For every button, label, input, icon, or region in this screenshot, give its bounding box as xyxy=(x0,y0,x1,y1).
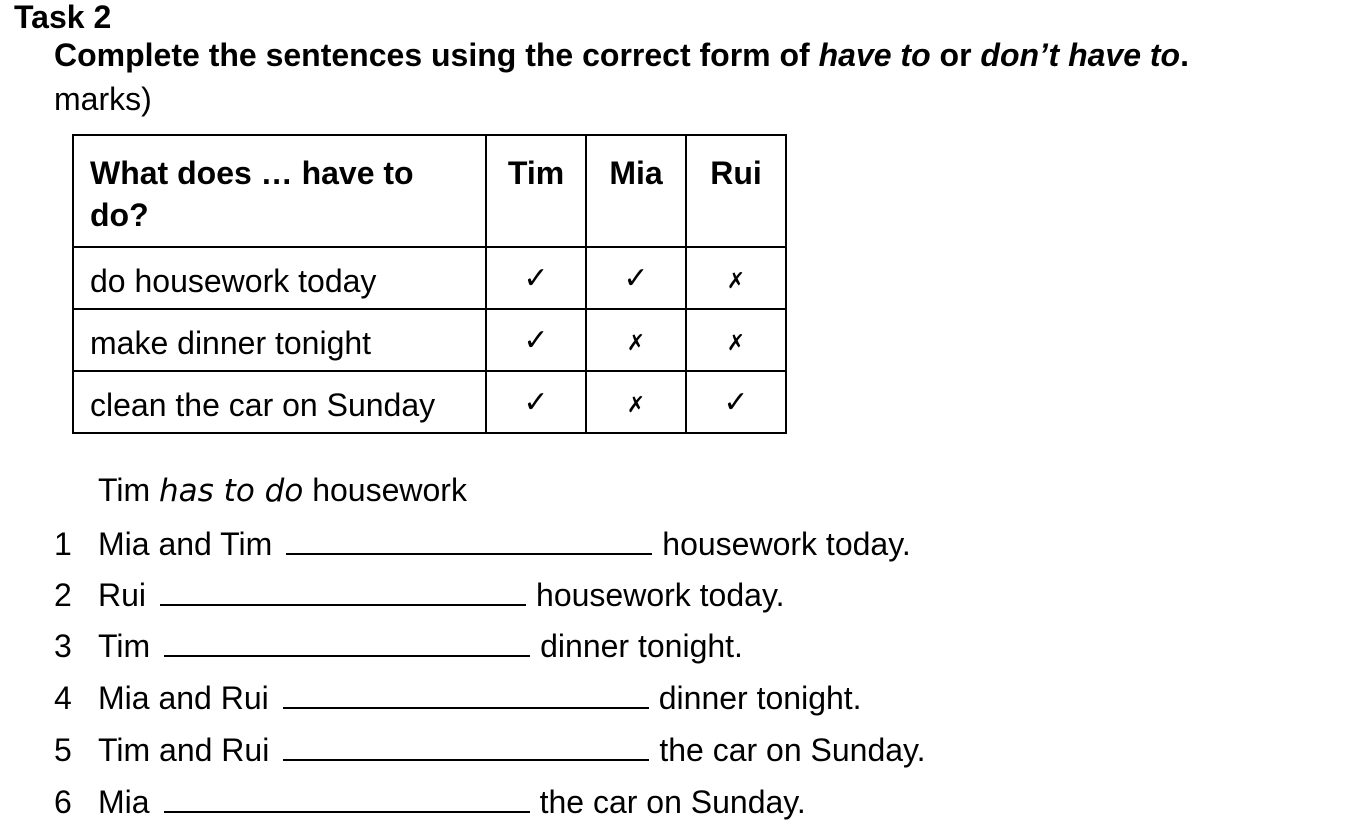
answer-blank-4[interactable] xyxy=(283,679,649,709)
obligations-table xyxy=(72,134,787,434)
instruction-text-3: . xyxy=(1180,37,1189,73)
cross-icon: ✗ xyxy=(686,247,786,309)
sentence-4 xyxy=(54,678,862,718)
sentence-subject: Rui xyxy=(98,577,147,613)
sentence-subject: Tim and Rui xyxy=(98,732,270,768)
table-row xyxy=(73,247,786,309)
instruction xyxy=(54,36,1189,74)
sentence-subject: Mia xyxy=(98,784,150,820)
sentence-rest: dinner tonight. xyxy=(658,680,862,716)
row-task: clean the car on Sunday xyxy=(73,371,486,433)
cross-icon: ✗ xyxy=(586,371,686,433)
answer-blank-3[interactable] xyxy=(164,627,530,657)
example-sentence xyxy=(98,470,467,511)
sentence-number: 6 xyxy=(54,784,72,820)
instruction-phrase-have-to: have to xyxy=(818,37,931,73)
answer-blank-1[interactable] xyxy=(286,525,652,555)
example-subject: Tim xyxy=(98,472,160,508)
sentence-rest: dinner tonight. xyxy=(540,628,743,664)
table-header-row xyxy=(73,135,786,247)
tick-icon: ✓ xyxy=(486,371,586,433)
sentence-subject: Tim xyxy=(98,628,151,664)
sentence-number: 5 xyxy=(54,732,72,768)
answer-blank-6[interactable] xyxy=(164,783,530,813)
header-question: What does … have to do? xyxy=(73,135,486,247)
instruction-text-1: Complete the sentences using the correct form of xyxy=(54,37,819,73)
row-task: do housework today xyxy=(73,247,486,309)
sentence-2 xyxy=(54,575,784,615)
table-row xyxy=(73,371,786,433)
sentence-6 xyxy=(54,782,806,822)
instruction-phrase-dont-have-to: don’t have to xyxy=(980,37,1181,73)
sentence-number: 4 xyxy=(54,680,72,716)
instruction-text-2: or xyxy=(930,37,981,73)
example-rest: housework xyxy=(303,472,467,508)
sentence-subject: Mia and Rui xyxy=(98,680,269,716)
tick-icon: ✓ xyxy=(486,309,586,371)
header-mia: Mia xyxy=(586,135,686,247)
sentence-subject: Mia and Tim xyxy=(98,526,273,562)
tick-icon: ✓ xyxy=(686,371,786,433)
header-tim: Tim xyxy=(486,135,586,247)
marks-text: marks) xyxy=(54,81,152,117)
sentence-1 xyxy=(54,524,911,564)
answer-blank-5[interactable] xyxy=(283,731,649,761)
sentence-rest: the car on Sunday. xyxy=(539,784,806,820)
tick-icon: ✓ xyxy=(586,247,686,309)
tick-icon: ✓ xyxy=(486,247,586,309)
row-task: make dinner tonight xyxy=(73,309,486,371)
sentence-number: 1 xyxy=(54,526,72,562)
sentence-rest: housework today. xyxy=(662,526,911,562)
answer-blank-2[interactable] xyxy=(160,576,526,606)
sentence-5 xyxy=(54,730,926,770)
sentence-rest: the car on Sunday. xyxy=(659,732,926,768)
example-answer: has to do xyxy=(159,473,304,509)
cross-icon: ✗ xyxy=(586,309,686,371)
sentence-number: 2 xyxy=(54,577,72,613)
header-rui: Rui xyxy=(686,135,786,247)
sentence-rest: housework today. xyxy=(536,577,785,613)
cross-icon: ✗ xyxy=(686,309,786,371)
sentence-number: 3 xyxy=(54,628,72,664)
sentence-3 xyxy=(54,626,743,666)
task-title: Task 2 xyxy=(14,0,112,35)
table-row xyxy=(73,309,786,371)
